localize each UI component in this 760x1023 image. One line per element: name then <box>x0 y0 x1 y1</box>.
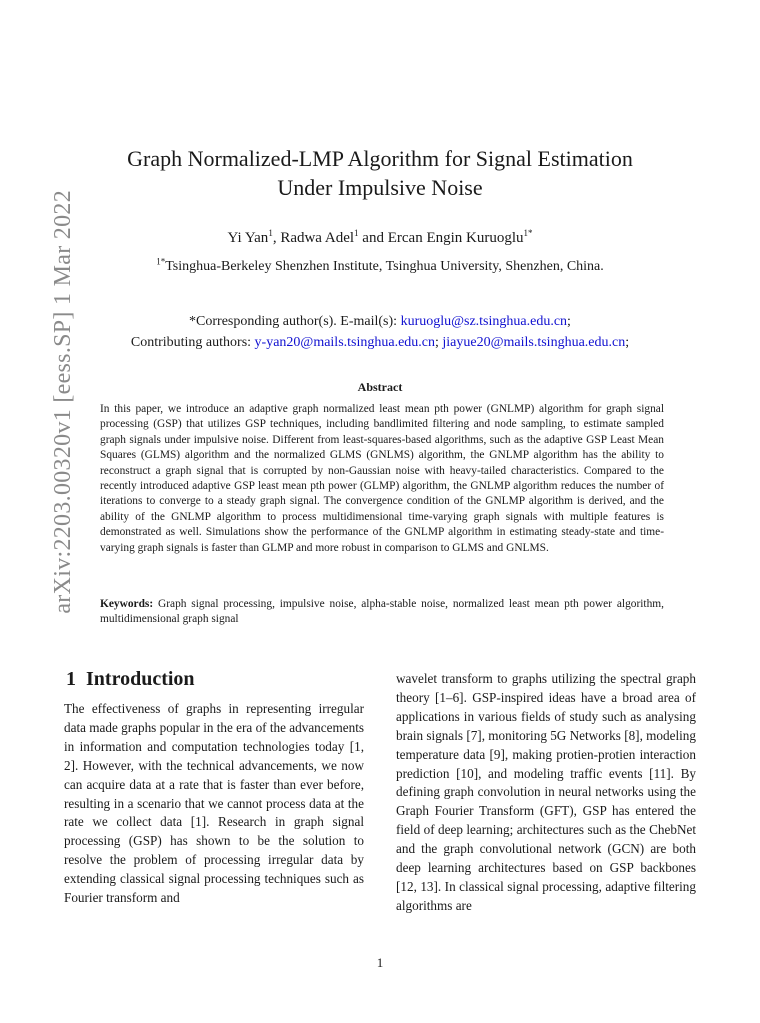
author-name: Ercan Engin Kuruoglu <box>387 230 524 246</box>
paper-title <box>60 144 700 202</box>
arxiv-stamp <box>12 190 76 690</box>
corresponding-label: *Corresponding author(s). E-mail(s): <box>189 314 401 329</box>
contributing-line <box>60 332 700 353</box>
abstract-body: In this paper, we introduce an adaptive graph normalized least mean pth power (GNLMP) algorithm for graph signal processing (GSP) that utilizes GSP techniques, including bandlimited filtering and node sampling, to estimate sampled graph signals under impulsive noise. Different from least-squares-based algorithms, such as the adaptive GSP Least Mean Squares (GLMS) algorithm and the normalized GLMS (GNLMS) algorithm, the GNLMP algorithm has the ability to reconstruct a graph signal that is corrupted by non-Gaussian noise with heavy-tailed characteristics. Compared to the recently introduced adaptive GSP least mean pth power (GLMP) algorithm, the GNLMP algorithm reduces the number of iterations to converge to a steady graph signal. The convergence condition of the GNLMP algorithm is derived, and the ability of the GNLMP algorithm to process multidimensional time-varying graph signals with multiple features is demonstrated as well. Simulations show the performance of the GNLMP algorithm in estimating steady-state and time-varying graph signals is faster than GLMP and more robust in comparison to GLMS and GNLMS. <box>100 403 664 554</box>
page-number: 1 <box>376 955 384 970</box>
section-title: Introduction <box>86 668 195 690</box>
authors <box>60 230 700 247</box>
contributing-end: ; <box>625 335 630 350</box>
affiliation-mark: 1* <box>156 256 166 267</box>
section-heading <box>66 668 195 691</box>
intro-column-right: wavelet transform to graphs utilizing the spectral graph theory [1–6]. GSP-inspired ideas have a broad area of applications in various fields of study such as analysing brain signals [7], monitoring 5G Networks [8], modeling temperature data [9], making protien-protien interaction prediction [10], and modeling traffic events [11]. By defining graph convolution in neural networks using the Graph Fourier Transform (GFT), GSP has entered the field of deep learning; architectures such as the ChebNet and the graph convolutional network (GCN) are both deep learning architectures based on GSP backbones [12, 13]. In classical signal processing, adaptive filtering algorithms are <box>396 671 696 913</box>
keywords-label: Keywords: <box>100 598 154 610</box>
arxiv-stamp-text: arXiv:2203.00320v1 [eess.SP] 1 Mar 2022 <box>50 190 76 614</box>
keywords <box>100 597 664 628</box>
contributing-email-link-2[interactable]: jiayue20@mails.tsinghua.edu.cn <box>442 335 626 350</box>
correspondence-block <box>60 311 700 353</box>
author-separator: , <box>272 230 281 246</box>
corresponding-line <box>60 311 700 332</box>
title-line-2: Under Impulsive Noise <box>277 175 483 200</box>
affiliation-text: Tsinghua-Berkeley Shenzhen Institute, Tsinghua University, Shenzhen, China. <box>165 259 604 274</box>
section-number: 1 <box>66 668 76 690</box>
affiliation <box>60 256 700 275</box>
title-line-1: Graph Normalized-LMP Algorithm for Signal Estimation <box>127 146 633 171</box>
contributing-separator: ; <box>435 335 443 350</box>
abstract-heading: Abstract <box>357 380 403 394</box>
author-affil-mark: 1 <box>354 228 359 238</box>
contributing-email-link-1[interactable]: y-yan20@mails.tsinghua.edu.cn <box>254 335 436 350</box>
author-affil-mark: 1 <box>268 228 273 238</box>
intro-column-left: The effectiveness of graphs in representing irregular data made graphs popular in the era of the advancements in information and computation technologies today [1, 2]. However, with the technical advancements, we now can acquire data at a rate that is faster than ever before, resulting in a scenario that we cannot process data at the rate we collect data [1]. Research in graph signal processing (GSP) has shown to be the solution to resolve the problem of processing irregular data by extending classical signal processing techniques such as Fourier transform and <box>64 701 364 906</box>
author-name: Yi Yan <box>227 230 269 246</box>
corresponding-email-link[interactable]: kuruoglu@sz.tsinghua.edu.cn <box>400 314 568 329</box>
keywords-text: Graph signal processing, impulsive noise, alpha-stable noise, normalized least mean pth power algorithm, multidimensional graph signal <box>100 598 664 626</box>
author-name: Radwa Adel <box>280 230 355 246</box>
contributing-label: Contributing authors: <box>130 335 255 350</box>
author-affil-mark: 1* <box>523 228 533 238</box>
author-separator: and <box>358 230 388 246</box>
corresponding-end: ; <box>567 314 571 329</box>
